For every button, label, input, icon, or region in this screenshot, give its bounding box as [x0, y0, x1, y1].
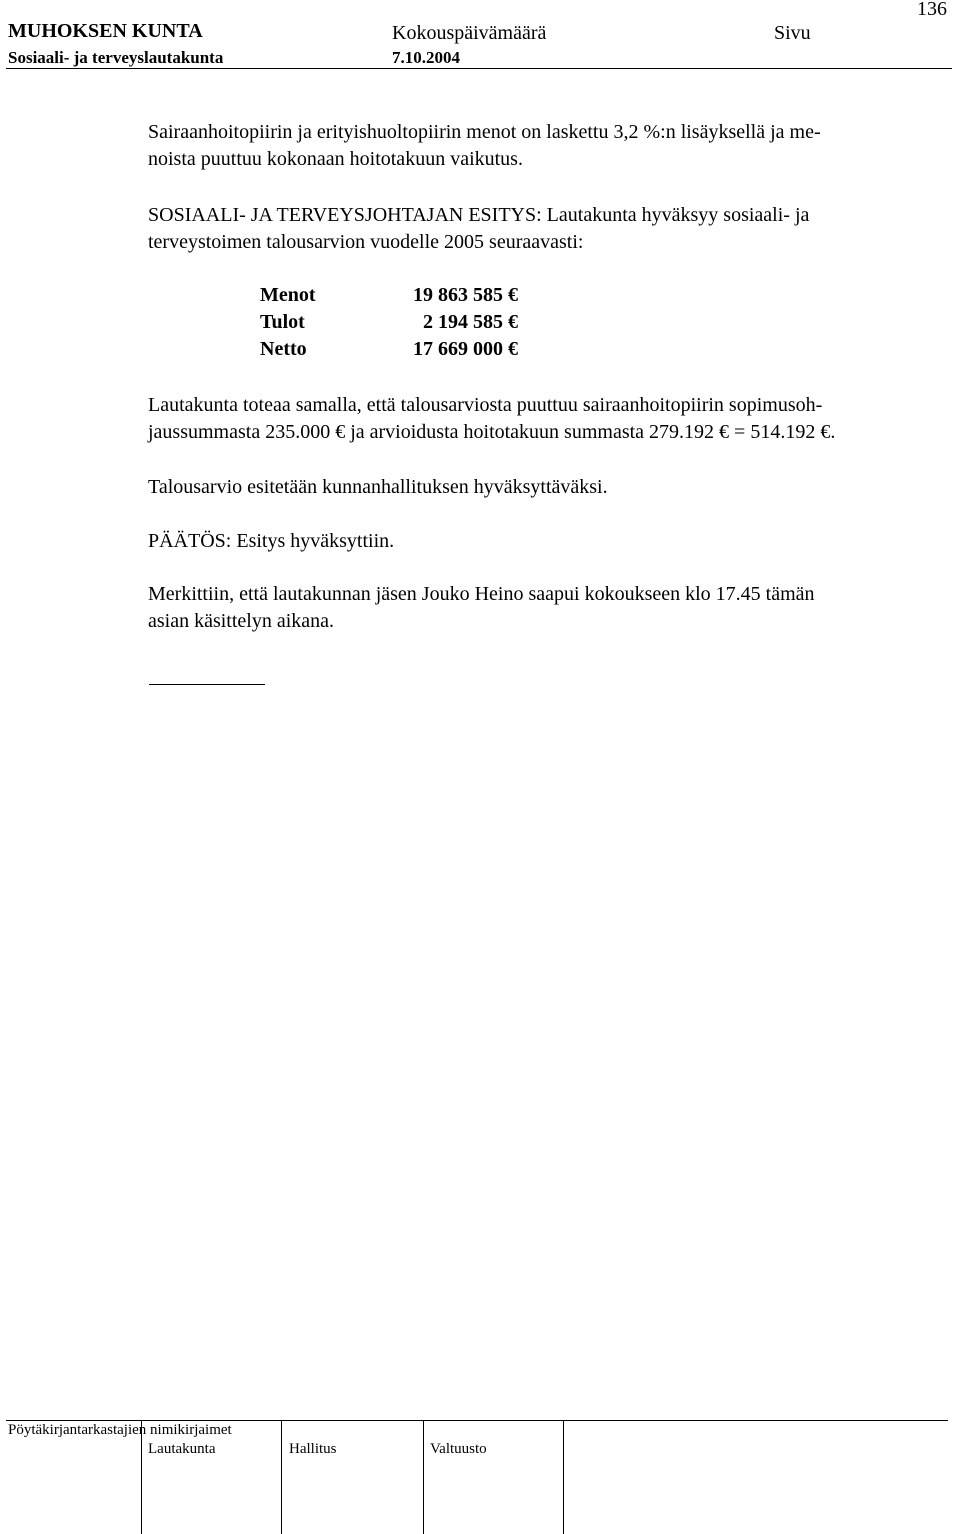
page-number: 136 — [917, 0, 947, 20]
paragraph-note — [148, 392, 948, 446]
date-label: Kokouspäivämäärä — [392, 22, 547, 44]
footer-divider — [563, 1420, 564, 1534]
footer-title: Pöytäkirjantarkastajien nimikirjaimet — [8, 1422, 232, 1438]
paragraph-line: noista puuttuu kokonaan hoitotakuun vaikutus. — [148, 148, 523, 170]
figure-label-expenses: Menot — [260, 284, 316, 306]
footer-col-government: Hallitus — [289, 1441, 337, 1457]
paragraph-line: Talousarvio esitetään kunnanhallituksen hyväksyttäväksi. — [148, 476, 608, 498]
paragraph-line: SOSIAALI- JA TERVEYSJOHTAJAN ESITYS: Lautakunta hyväksyy sosiaali- ja — [148, 204, 810, 226]
municipality-name: MUHOKSEN KUNTA — [8, 20, 203, 42]
paragraph-line: Merkittiin, että lautakunnan jäsen Jouko Heino saapui kokoukseen klo 17.45 tämän — [148, 583, 815, 605]
paragraph-decision — [148, 528, 948, 555]
paragraph-line: Sairaanhoitopiirin ja erityishuoltopiirin menot on laskettu 3,2 %:n lisäyksellä ja me- — [148, 121, 821, 143]
figure-label-net: Netto — [260, 338, 307, 360]
paragraph-line: Lautakunta toteaa samalla, että talousarviosta puuttuu sairaanhoitopiirin sopimusoh- — [148, 394, 823, 416]
page-label: Sivu — [774, 22, 811, 44]
section-end-line — [149, 684, 265, 685]
figure-value-expenses: 19 863 585 € — [413, 284, 518, 306]
footer-divider — [141, 1420, 142, 1534]
footer-top-rule — [6, 1420, 948, 1421]
footer-col-council: Valtuusto — [430, 1441, 487, 1457]
header-rule — [6, 68, 952, 69]
paragraph-line: jaussummasta 235.000 € ja arvioidusta hoitotakuun summasta 279.192 € = 514.192 €. — [148, 421, 836, 443]
figure-value-net: 17 669 000 € — [413, 338, 518, 360]
board-name: Sosiaali- ja terveyslautakunta — [8, 48, 224, 67]
paragraph-submission — [148, 474, 948, 501]
paragraph-proposal — [148, 202, 948, 256]
paragraph-minutes-note — [148, 581, 948, 635]
paragraph-hospital-costs — [148, 119, 948, 173]
meeting-date: 7.10.2004 — [392, 48, 460, 67]
footer-divider — [281, 1420, 282, 1534]
paragraph-line: asian käsittelyn aikana. — [148, 610, 335, 632]
footer-divider — [423, 1420, 424, 1534]
paragraph-line: PÄÄTÖS: Esitys hyväksyttiin. — [148, 530, 395, 552]
footer-col-board: Lautakunta — [148, 1441, 216, 1457]
figure-value-income: 2 194 585 € — [423, 311, 518, 333]
paragraph-line: terveystoimen talousarvion vuodelle 2005 seuraavasti: — [148, 231, 584, 253]
figure-label-income: Tulot — [260, 311, 305, 333]
